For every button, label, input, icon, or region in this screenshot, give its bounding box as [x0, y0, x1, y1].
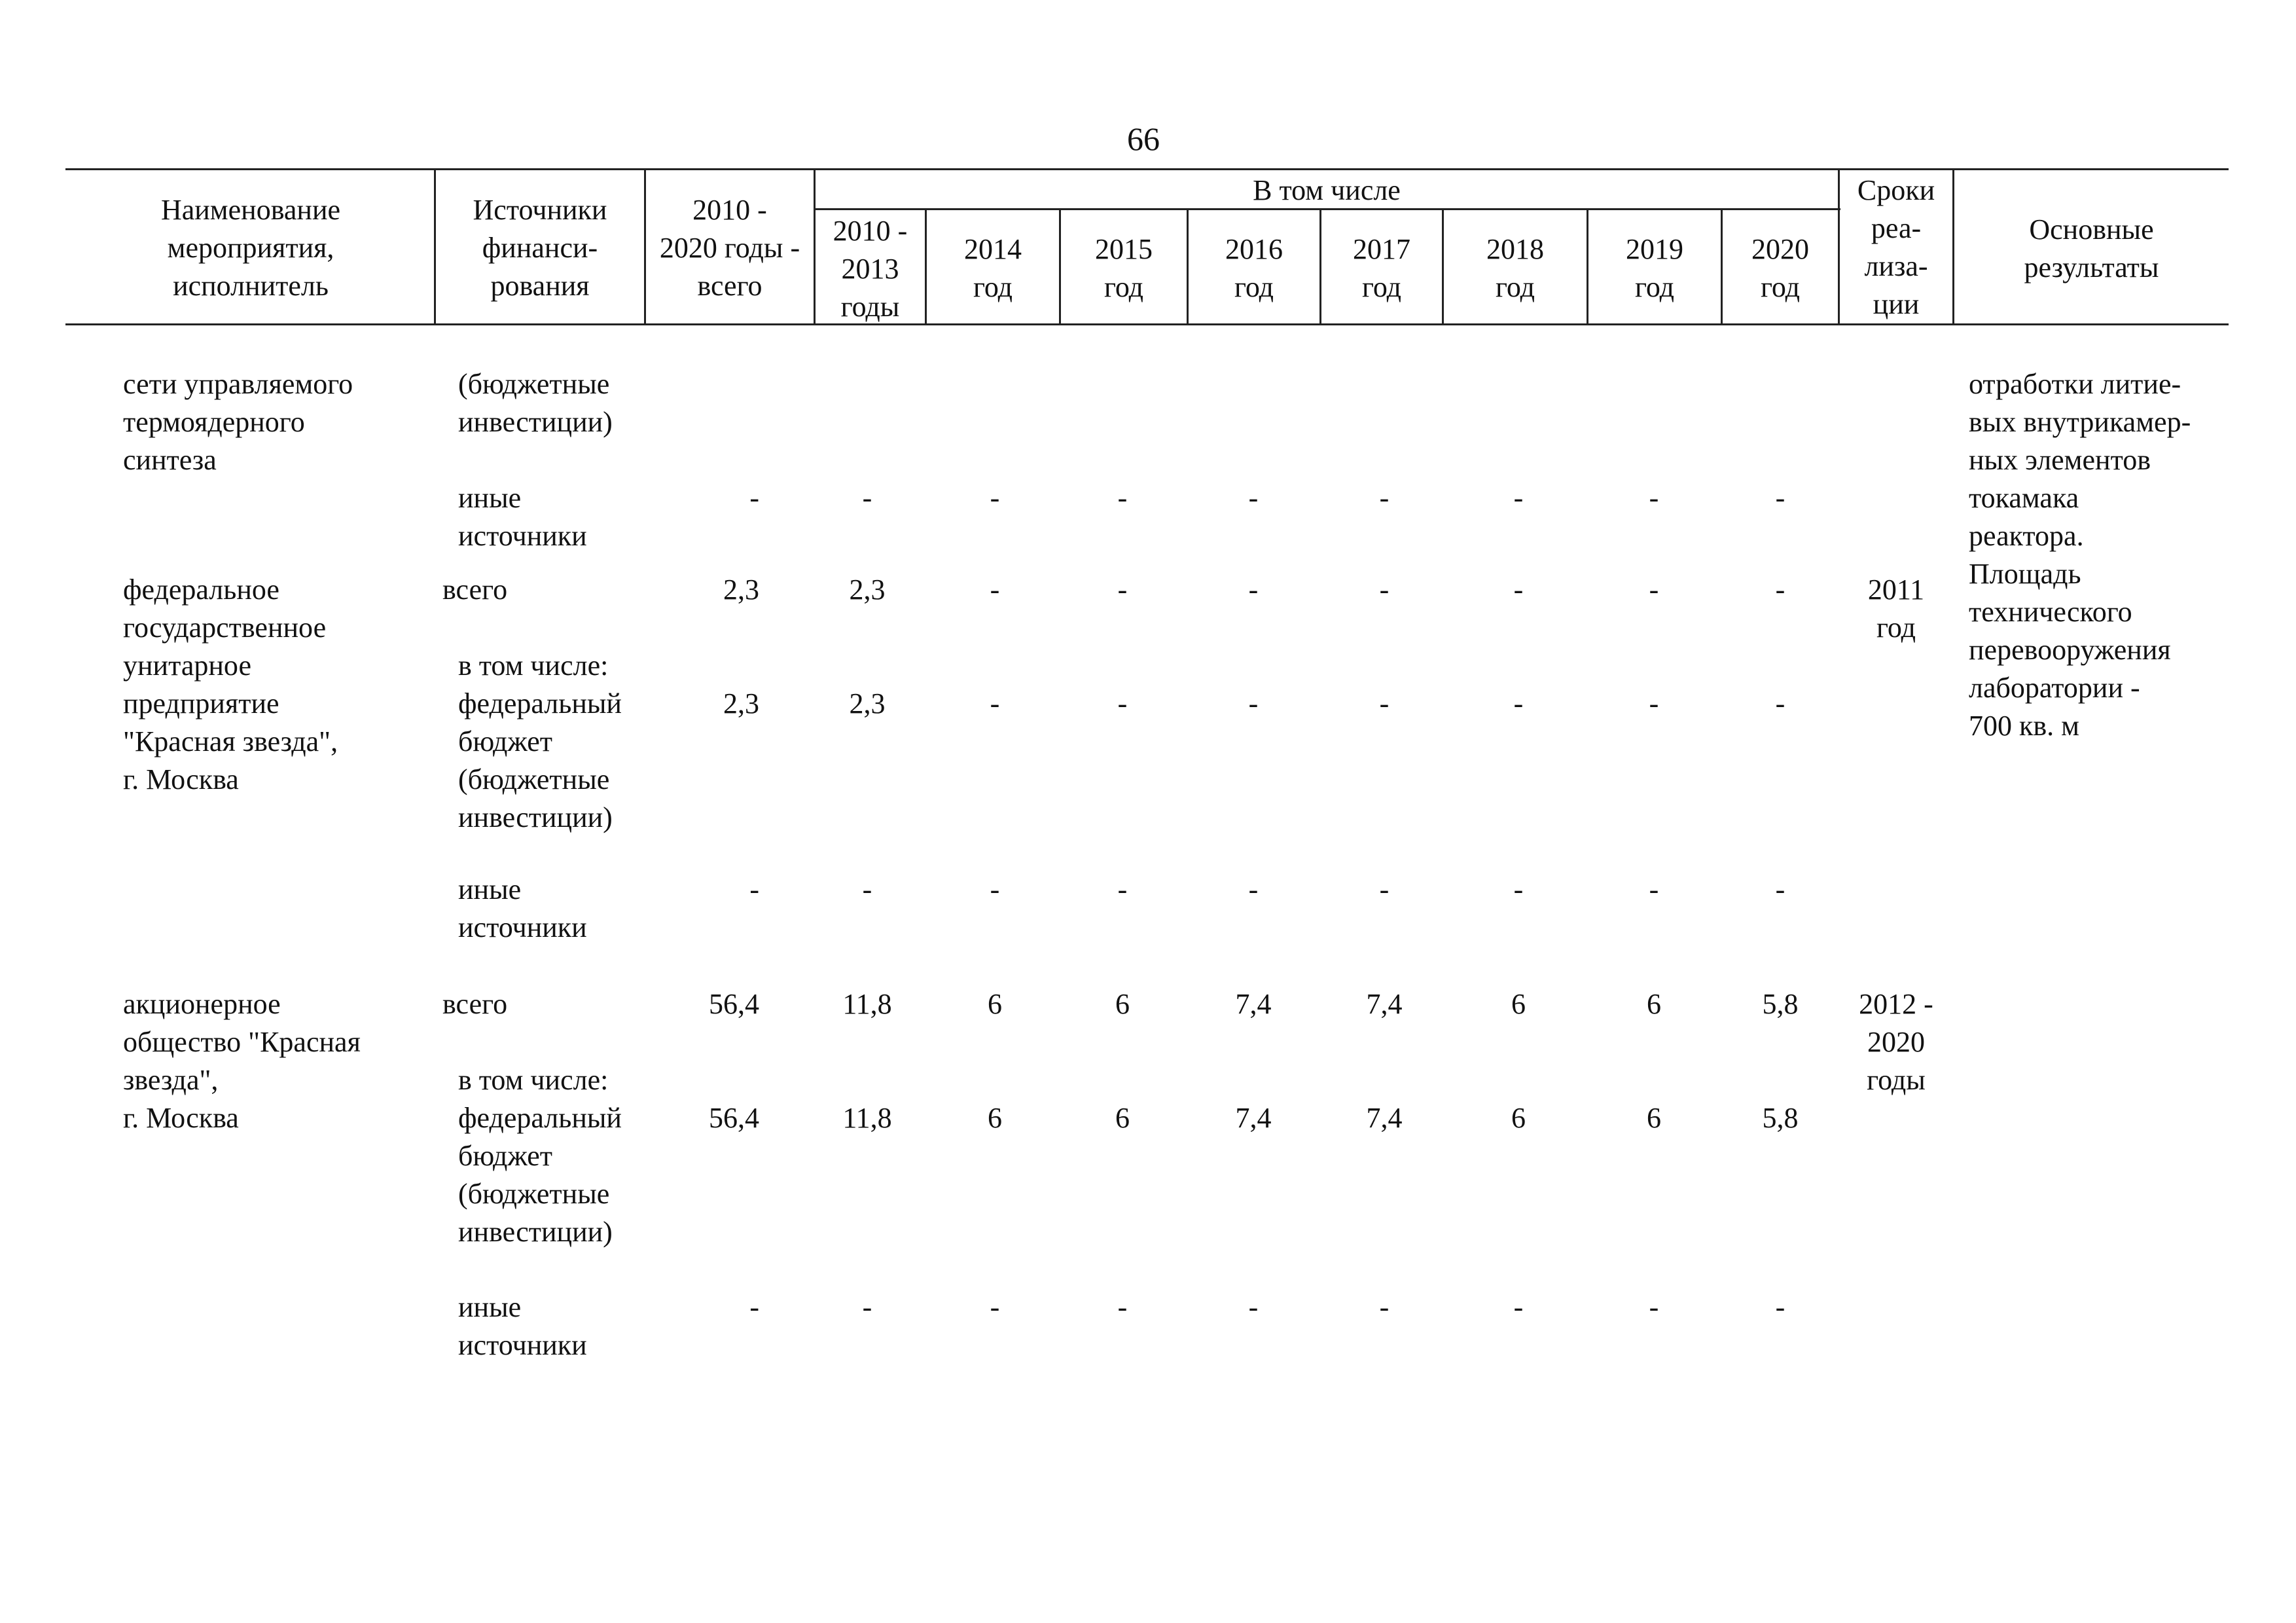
value-cell: -: [1649, 687, 1659, 720]
table-header-bottom-border: [65, 323, 2229, 325]
header-including: В том числе: [1253, 174, 1401, 206]
value-cell: -: [1248, 574, 1259, 606]
results-text: отработки литие- вых внутрикамер- ных элементов токамака реактора. Площадь технического перевооружения лаборатории - 700 кв. м: [1969, 368, 2191, 742]
header-name: Наименование мероприятия, исполнитель: [160, 194, 341, 302]
value-cell: 6: [988, 1102, 1002, 1134]
value-cell: -: [1248, 873, 1259, 905]
value-cell: -: [1379, 687, 1390, 720]
value-cell: -: [1379, 574, 1390, 606]
group3-name: акционерное общество "Красная звезда", г. Москва: [123, 988, 361, 1134]
value-cell: 2,3: [723, 574, 759, 606]
value-cell: -: [749, 482, 759, 514]
value-cell: -: [1513, 482, 1524, 514]
group2-source-federal: в том числе: федеральный бюджет (бюджетные инвестиции): [458, 649, 622, 833]
value-cell: -: [862, 482, 872, 514]
value-cell: -: [1513, 687, 1524, 720]
value-cell: -: [1775, 482, 1785, 514]
value-cell: 56,4: [709, 988, 759, 1020]
group3-source-total: всего: [442, 988, 508, 1020]
header-2010-2013: 2010 - 2013 годы: [833, 215, 908, 323]
value-cell: -: [862, 1291, 872, 1323]
value-cell: 6: [1647, 988, 1661, 1020]
value-cell: -: [1513, 1291, 1524, 1323]
value-cell: -: [1379, 1291, 1390, 1323]
header-2018: 2018 год: [1486, 233, 1544, 303]
value-cell: -: [749, 1291, 759, 1323]
value-cell: -: [1649, 482, 1659, 514]
value-cell: 7,4: [1235, 988, 1272, 1020]
value-cell: -: [1649, 1291, 1659, 1323]
value-cell: -: [1117, 687, 1128, 720]
value-cell: -: [862, 873, 872, 905]
value-cell: 2,3: [849, 574, 886, 606]
value-cell: -: [1248, 482, 1259, 514]
value-cell: 6: [1511, 1102, 1526, 1134]
value-cell: -: [990, 687, 1000, 720]
value-cell: 7,4: [1235, 1102, 1272, 1134]
value-cell: 5,8: [1762, 988, 1799, 1020]
group2-name: федеральное государственное унитарное предприятие "Красная звезда", г. Москва: [123, 574, 338, 795]
group3-source-other: иные источники: [458, 1291, 587, 1361]
group1-source-other: иные источники: [458, 482, 587, 552]
value-cell: 2,3: [723, 687, 759, 720]
value-cell: 6: [1115, 988, 1130, 1020]
value-cell: 56,4: [709, 1102, 759, 1134]
header-2015: 2015 год: [1095, 233, 1153, 303]
value-cell: 2,3: [849, 687, 886, 720]
value-cell: 11,8: [842, 1102, 892, 1134]
value-cell: -: [1513, 574, 1524, 606]
value-cell: -: [1775, 574, 1785, 606]
value-cell: -: [990, 482, 1000, 514]
group3-source-federal: в том числе: федеральный бюджет (бюджетные инвестиции): [458, 1064, 622, 1248]
value-cell: 5,8: [1762, 1102, 1799, 1134]
group3-term: 2012 - 2020 годы: [1859, 988, 1933, 1096]
value-cell: -: [1775, 1291, 1785, 1323]
group2-term: 2011 год: [1867, 574, 1925, 644]
table-top-border: [65, 168, 2229, 170]
header-sources: Источники финанси- рования: [473, 194, 607, 302]
header-2020: 2020 год: [1751, 233, 1809, 303]
header-term: Сроки реа- лиза- ции: [1857, 174, 1935, 320]
value-cell: -: [1379, 482, 1390, 514]
group1-source-budget-tail: (бюджетные инвестиции): [458, 368, 613, 438]
value-cell: -: [1117, 1291, 1128, 1323]
value-cell: -: [1379, 873, 1390, 905]
value-cell: 6: [1115, 1102, 1130, 1134]
header-2019: 2019 год: [1626, 233, 1683, 303]
value-cell: -: [1117, 574, 1128, 606]
header-2014: 2014 год: [964, 233, 1022, 303]
group2-source-other: иные источники: [458, 873, 587, 943]
value-cell: -: [1775, 687, 1785, 720]
value-cell: -: [990, 873, 1000, 905]
value-cell: 7,4: [1366, 988, 1403, 1020]
group2-source-total: всего: [442, 574, 508, 606]
group1-name: сети управляемого термоядерного синтеза: [123, 368, 353, 476]
value-cell: 7,4: [1366, 1102, 1403, 1134]
value-cell: -: [990, 574, 1000, 606]
value-cell: -: [1775, 873, 1785, 905]
value-cell: -: [1248, 687, 1259, 720]
header-total: 2010 - 2020 годы - всего: [659, 194, 800, 302]
value-cell: -: [990, 1291, 1000, 1323]
value-cell: -: [1248, 1291, 1259, 1323]
header-2017: 2017 год: [1353, 233, 1410, 303]
value-cell: 11,8: [842, 988, 892, 1020]
page-number: 66: [1127, 120, 1160, 157]
value-cell: -: [749, 873, 759, 905]
value-cell: -: [1513, 873, 1524, 905]
value-cell: -: [1117, 482, 1128, 514]
value-cell: -: [1649, 873, 1659, 905]
header-results: Основные результаты: [2024, 213, 2159, 283]
value-cell: 6: [1511, 988, 1526, 1020]
value-cell: 6: [1647, 1102, 1661, 1134]
value-cell: 6: [988, 988, 1002, 1020]
value-cell: -: [1117, 873, 1128, 905]
value-cell: -: [1649, 574, 1659, 606]
header-2016: 2016 год: [1225, 233, 1283, 303]
